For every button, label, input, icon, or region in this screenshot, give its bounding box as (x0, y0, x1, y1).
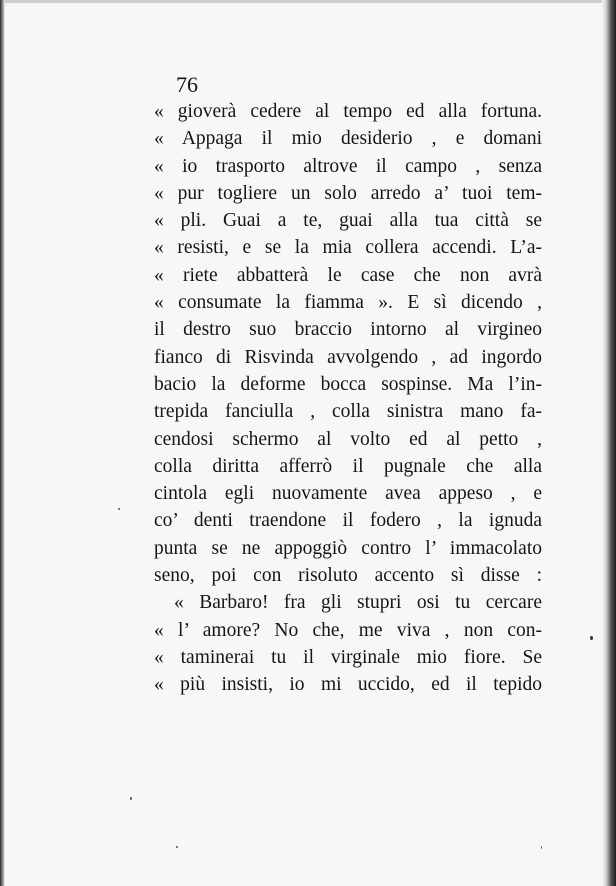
page-number: 76 (176, 72, 198, 97)
text-line: « taminerai tu il virginale mio fiore. Se (154, 646, 542, 668)
text-line: colla diritta afferrò il pugnale che alla (154, 455, 542, 477)
page-top-edge (0, 0, 616, 3)
text-line: « pur togliere un solo arredo a’ tuoi tem- (154, 182, 542, 204)
text-line: « più insisti, io mi uccido, ed il tepido (154, 674, 542, 696)
paper-speck (541, 846, 542, 849)
body-text (154, 98, 542, 699)
text-line: « io trasporto altrove il campo , senza (154, 155, 542, 177)
text-line: cendosi schermo al volto ed al petto , (154, 428, 542, 450)
page-left-edge (0, 0, 5, 886)
paper-speck (130, 797, 132, 800)
text-line: cintola egli nuovamente avea appeso , e (154, 483, 542, 505)
text-line: trepida fanciulla , colla sinistra mano fa- (154, 401, 542, 423)
text-line: « l’ amore? No che, me viva , non con- (154, 619, 542, 641)
text-line: « riete abbatterà le case che non avrà (154, 264, 542, 286)
text-line: « gioverà cedere al tempo ed alla fortuna. (154, 101, 542, 122)
page-right-edge (602, 0, 616, 886)
text-line: « consumate la fiamma ». E sì dicendo , (154, 292, 542, 314)
paper-speck (590, 636, 593, 640)
text-line: bacio la deforme bocca sospinse. Ma l’in- (154, 373, 542, 395)
text-line: « resisti, e se la mia collera accendi. L’a- (154, 237, 542, 259)
text-line: seno, poi con risoluto accento sì disse : (154, 565, 542, 587)
text-line: « pli. Guai a te, guai alla tua città se (154, 210, 542, 232)
text-line: « Appaga il mio desiderio , e domani (154, 128, 542, 150)
text-line: il destro suo braccio intorno al virgineo (154, 319, 542, 341)
paper-speck (176, 846, 178, 848)
text-line: co’ denti traendone il fodero , la ignuda (154, 510, 542, 532)
text-line: punta se ne appoggiò contro l’ immacolato (154, 537, 542, 559)
text-line: « Barbaro! fra gli stupri osi tu cercare (174, 592, 542, 614)
text-line: fianco di Risvinda avvolgendo , ad ingordo (154, 346, 542, 368)
paper-speck (118, 508, 120, 510)
